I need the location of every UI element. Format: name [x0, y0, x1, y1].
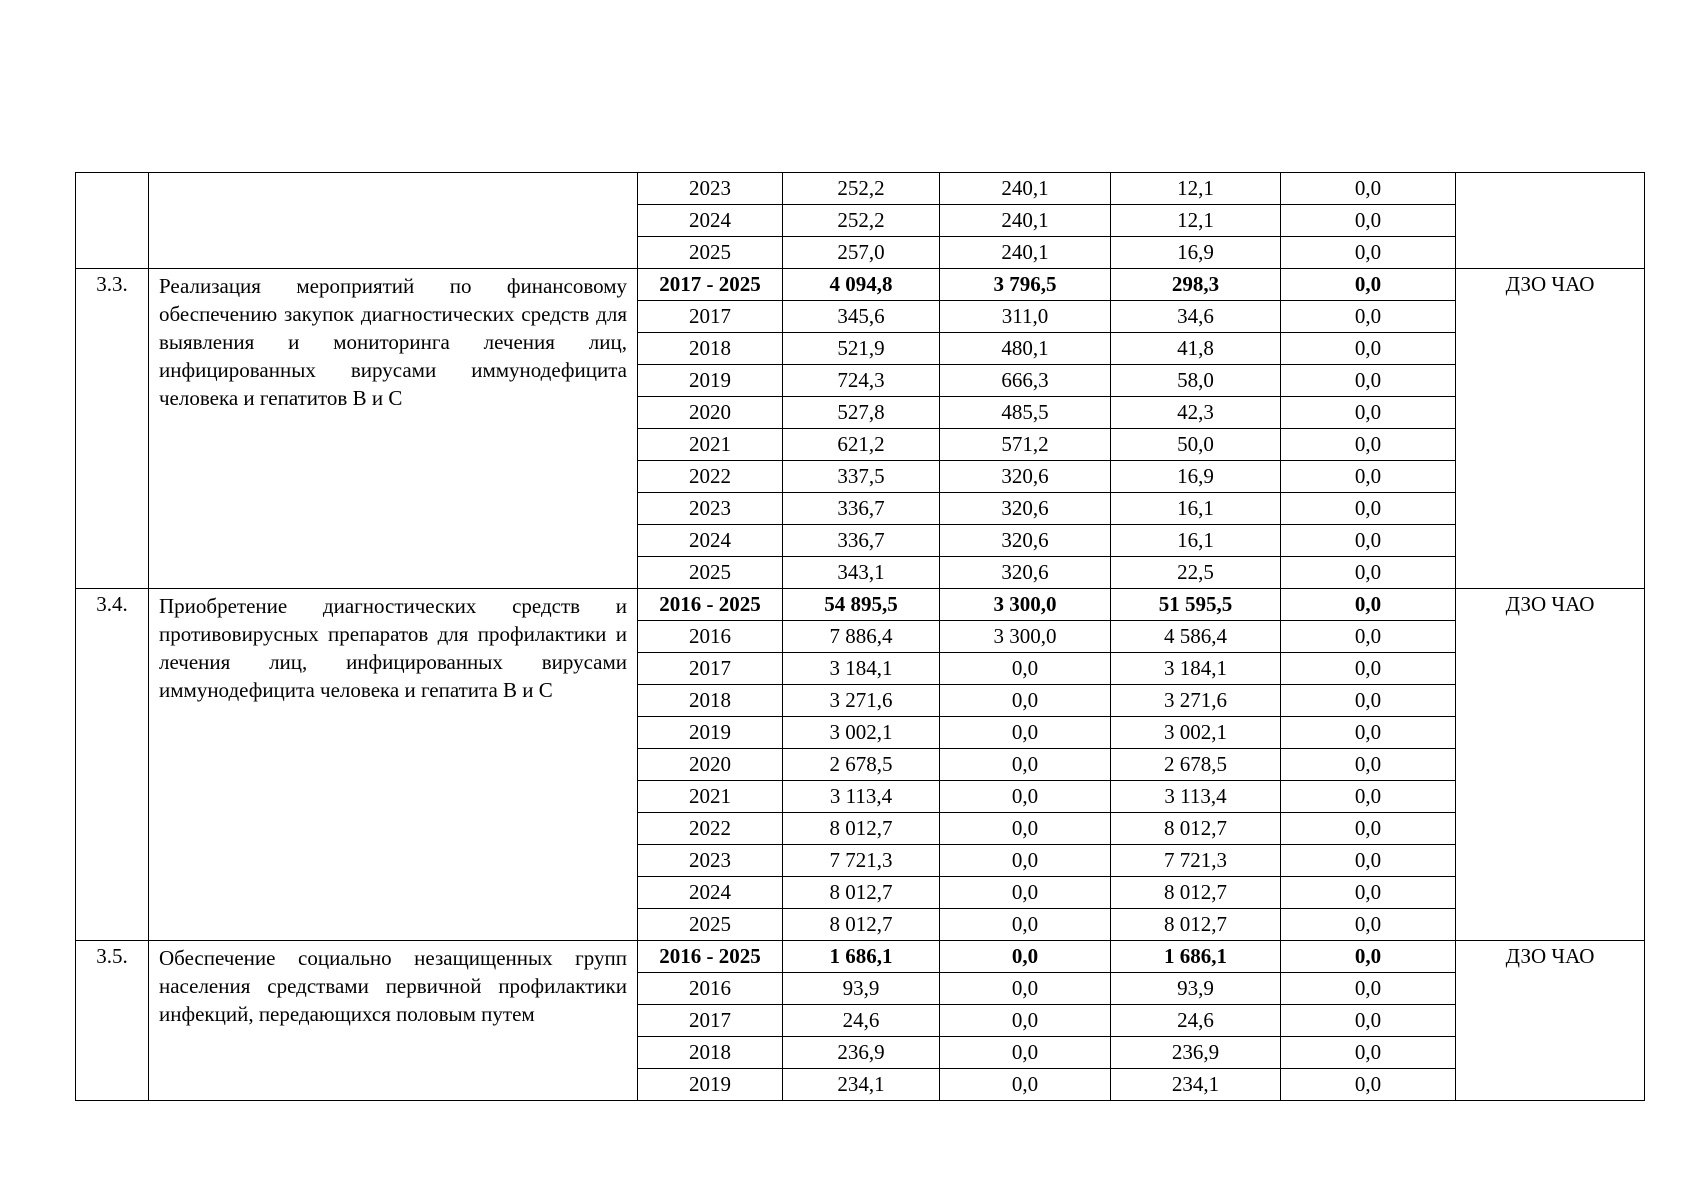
total-cell: 336,7	[783, 525, 940, 557]
total-cell: 724,3	[783, 365, 940, 397]
value-cell: 3 271,6	[1111, 685, 1281, 717]
total-cell: 7 886,4	[783, 621, 940, 653]
total-cell: 3 113,4	[783, 781, 940, 813]
period-cell: 2016	[638, 973, 783, 1005]
funding-table	[75, 172, 1645, 1101]
value-cell: 0,0	[940, 717, 1111, 749]
total-cell: 8 012,7	[783, 909, 940, 941]
value-cell: 0,0	[1281, 333, 1456, 365]
value-cell: 3 796,5	[940, 269, 1111, 301]
value-cell: 0,0	[1281, 813, 1456, 845]
value-cell: 666,3	[940, 365, 1111, 397]
value-cell: 2 678,5	[1111, 749, 1281, 781]
value-cell: 0,0	[1281, 973, 1456, 1005]
value-cell: 0,0	[1281, 173, 1456, 205]
item-number: 3.5.	[76, 941, 149, 1101]
value-cell: 0,0	[1281, 525, 1456, 557]
item-description	[149, 173, 638, 269]
period-cell: 2016	[638, 621, 783, 653]
value-cell: 240,1	[940, 237, 1111, 269]
period-cell: 2018	[638, 1037, 783, 1069]
value-cell: 0,0	[940, 909, 1111, 941]
period-cell: 2022	[638, 461, 783, 493]
total-cell: 521,9	[783, 333, 940, 365]
total-cell: 24,6	[783, 1005, 940, 1037]
period-cell: 2024	[638, 525, 783, 557]
value-cell: 7 721,3	[1111, 845, 1281, 877]
table-row	[76, 269, 1645, 301]
value-cell: 42,3	[1111, 397, 1281, 429]
item-number: 3.4.	[76, 589, 149, 941]
period-cell: 2020	[638, 397, 783, 429]
value-cell: 0,0	[1281, 909, 1456, 941]
value-cell: 0,0	[940, 685, 1111, 717]
value-cell: 3 002,1	[1111, 717, 1281, 749]
value-cell: 12,1	[1111, 173, 1281, 205]
total-cell: 234,1	[783, 1069, 940, 1101]
value-cell: 0,0	[940, 845, 1111, 877]
total-cell: 236,9	[783, 1037, 940, 1069]
value-cell: 0,0	[1281, 1037, 1456, 1069]
total-cell: 3 271,6	[783, 685, 940, 717]
value-cell: 0,0	[940, 1005, 1111, 1037]
total-cell: 4 094,8	[783, 269, 940, 301]
period-cell: 2016 - 2025	[638, 589, 783, 621]
value-cell: 8 012,7	[1111, 909, 1281, 941]
period-cell: 2018	[638, 333, 783, 365]
value-cell: 320,6	[940, 461, 1111, 493]
value-cell: 24,6	[1111, 1005, 1281, 1037]
value-cell: 0,0	[940, 653, 1111, 685]
period-cell: 2019	[638, 717, 783, 749]
total-cell: 2 678,5	[783, 749, 940, 781]
table-row	[76, 589, 1645, 621]
period-cell: 2018	[638, 685, 783, 717]
value-cell: 50,0	[1111, 429, 1281, 461]
value-cell: 0,0	[1281, 685, 1456, 717]
value-cell: 3 300,0	[940, 589, 1111, 621]
total-cell: 337,5	[783, 461, 940, 493]
value-cell: 93,9	[1111, 973, 1281, 1005]
value-cell: 0,0	[1281, 845, 1456, 877]
value-cell: 0,0	[940, 781, 1111, 813]
period-cell: 2025	[638, 557, 783, 589]
executor-cell: ДЗО ЧАО	[1456, 589, 1645, 941]
executor-cell: ДЗО ЧАО	[1456, 269, 1645, 589]
value-cell: 240,1	[940, 205, 1111, 237]
value-cell: 0,0	[1281, 205, 1456, 237]
value-cell: 0,0	[1281, 717, 1456, 749]
period-cell: 2021	[638, 429, 783, 461]
value-cell: 0,0	[1281, 365, 1456, 397]
period-cell: 2021	[638, 781, 783, 813]
value-cell: 0,0	[1281, 429, 1456, 461]
value-cell: 12,1	[1111, 205, 1281, 237]
value-cell: 0,0	[1281, 1005, 1456, 1037]
value-cell: 3 184,1	[1111, 653, 1281, 685]
value-cell: 240,1	[940, 173, 1111, 205]
item-number: 3.3.	[76, 269, 149, 589]
value-cell: 0,0	[1281, 941, 1456, 973]
value-cell: 16,9	[1111, 237, 1281, 269]
value-cell: 320,6	[940, 557, 1111, 589]
value-cell: 571,2	[940, 429, 1111, 461]
value-cell: 0,0	[940, 941, 1111, 973]
period-cell: 2017	[638, 1005, 783, 1037]
item-description: Обеспечение социально незащищенных групп населения средствами первичной профилактики инфекций, передающихся половым путем	[149, 941, 638, 1101]
value-cell: 8 012,7	[1111, 813, 1281, 845]
value-cell: 320,6	[940, 493, 1111, 525]
total-cell: 527,8	[783, 397, 940, 429]
value-cell: 1 686,1	[1111, 941, 1281, 973]
value-cell: 485,5	[940, 397, 1111, 429]
value-cell: 0,0	[940, 813, 1111, 845]
period-cell: 2016 - 2025	[638, 941, 783, 973]
period-cell: 2019	[638, 1069, 783, 1101]
period-cell: 2020	[638, 749, 783, 781]
total-cell: 3 002,1	[783, 717, 940, 749]
value-cell: 3 300,0	[940, 621, 1111, 653]
period-cell: 2017 - 2025	[638, 269, 783, 301]
period-cell: 2022	[638, 813, 783, 845]
value-cell: 51 595,5	[1111, 589, 1281, 621]
total-cell: 345,6	[783, 301, 940, 333]
period-cell: 2025	[638, 909, 783, 941]
value-cell: 22,5	[1111, 557, 1281, 589]
value-cell: 0,0	[1281, 461, 1456, 493]
value-cell: 0,0	[1281, 589, 1456, 621]
value-cell: 0,0	[1281, 749, 1456, 781]
value-cell: 0,0	[940, 877, 1111, 909]
total-cell: 93,9	[783, 973, 940, 1005]
value-cell: 0,0	[940, 973, 1111, 1005]
table-row	[76, 173, 1645, 205]
total-cell: 252,2	[783, 205, 940, 237]
value-cell: 0,0	[1281, 493, 1456, 525]
value-cell: 0,0	[1281, 877, 1456, 909]
value-cell: 16,1	[1111, 493, 1281, 525]
table-body	[76, 173, 1645, 1101]
total-cell: 252,2	[783, 173, 940, 205]
value-cell: 236,9	[1111, 1037, 1281, 1069]
value-cell: 0,0	[1281, 237, 1456, 269]
value-cell: 4 586,4	[1111, 621, 1281, 653]
executor-cell	[1456, 173, 1645, 269]
total-cell: 7 721,3	[783, 845, 940, 877]
period-cell: 2024	[638, 205, 783, 237]
period-cell: 2023	[638, 493, 783, 525]
value-cell: 0,0	[940, 749, 1111, 781]
value-cell: 41,8	[1111, 333, 1281, 365]
item-description: Приобретение диагностических средств и противовирусных препаратов для профилактики и лечения лиц, инфицированных вирусами иммунодефицита человека и гепатита В и С	[149, 589, 638, 941]
period-cell: 2024	[638, 877, 783, 909]
value-cell: 320,6	[940, 525, 1111, 557]
total-cell: 257,0	[783, 237, 940, 269]
value-cell: 0,0	[1281, 301, 1456, 333]
value-cell: 16,1	[1111, 525, 1281, 557]
value-cell: 480,1	[940, 333, 1111, 365]
period-cell: 2025	[638, 237, 783, 269]
period-cell: 2023	[638, 173, 783, 205]
value-cell: 0,0	[1281, 653, 1456, 685]
value-cell: 298,3	[1111, 269, 1281, 301]
value-cell: 0,0	[1281, 557, 1456, 589]
value-cell: 0,0	[1281, 397, 1456, 429]
value-cell: 0,0	[940, 1069, 1111, 1101]
total-cell: 336,7	[783, 493, 940, 525]
total-cell: 343,1	[783, 557, 940, 589]
period-cell: 2017	[638, 301, 783, 333]
total-cell: 1 686,1	[783, 941, 940, 973]
table-row	[76, 941, 1645, 973]
total-cell: 8 012,7	[783, 877, 940, 909]
total-cell: 621,2	[783, 429, 940, 461]
value-cell: 16,9	[1111, 461, 1281, 493]
total-cell: 8 012,7	[783, 813, 940, 845]
value-cell: 58,0	[1111, 365, 1281, 397]
value-cell: 311,0	[940, 301, 1111, 333]
value-cell: 0,0	[1281, 1069, 1456, 1101]
total-cell: 3 184,1	[783, 653, 940, 685]
period-cell: 2019	[638, 365, 783, 397]
value-cell: 0,0	[1281, 781, 1456, 813]
value-cell: 0,0	[1281, 269, 1456, 301]
value-cell: 0,0	[940, 1037, 1111, 1069]
value-cell: 3 113,4	[1111, 781, 1281, 813]
item-description: Реализация мероприятий по финансовому обеспечению закупок диагностических средств для выявления и мониторинга лечения лиц, инфицированных вирусами иммунодефицита человека и гепатитов В и С	[149, 269, 638, 589]
value-cell: 8 012,7	[1111, 877, 1281, 909]
item-number	[76, 173, 149, 269]
value-cell: 0,0	[1281, 621, 1456, 653]
value-cell: 234,1	[1111, 1069, 1281, 1101]
total-cell: 54 895,5	[783, 589, 940, 621]
value-cell: 34,6	[1111, 301, 1281, 333]
executor-cell: ДЗО ЧАО	[1456, 941, 1645, 1101]
period-cell: 2023	[638, 845, 783, 877]
period-cell: 2017	[638, 653, 783, 685]
